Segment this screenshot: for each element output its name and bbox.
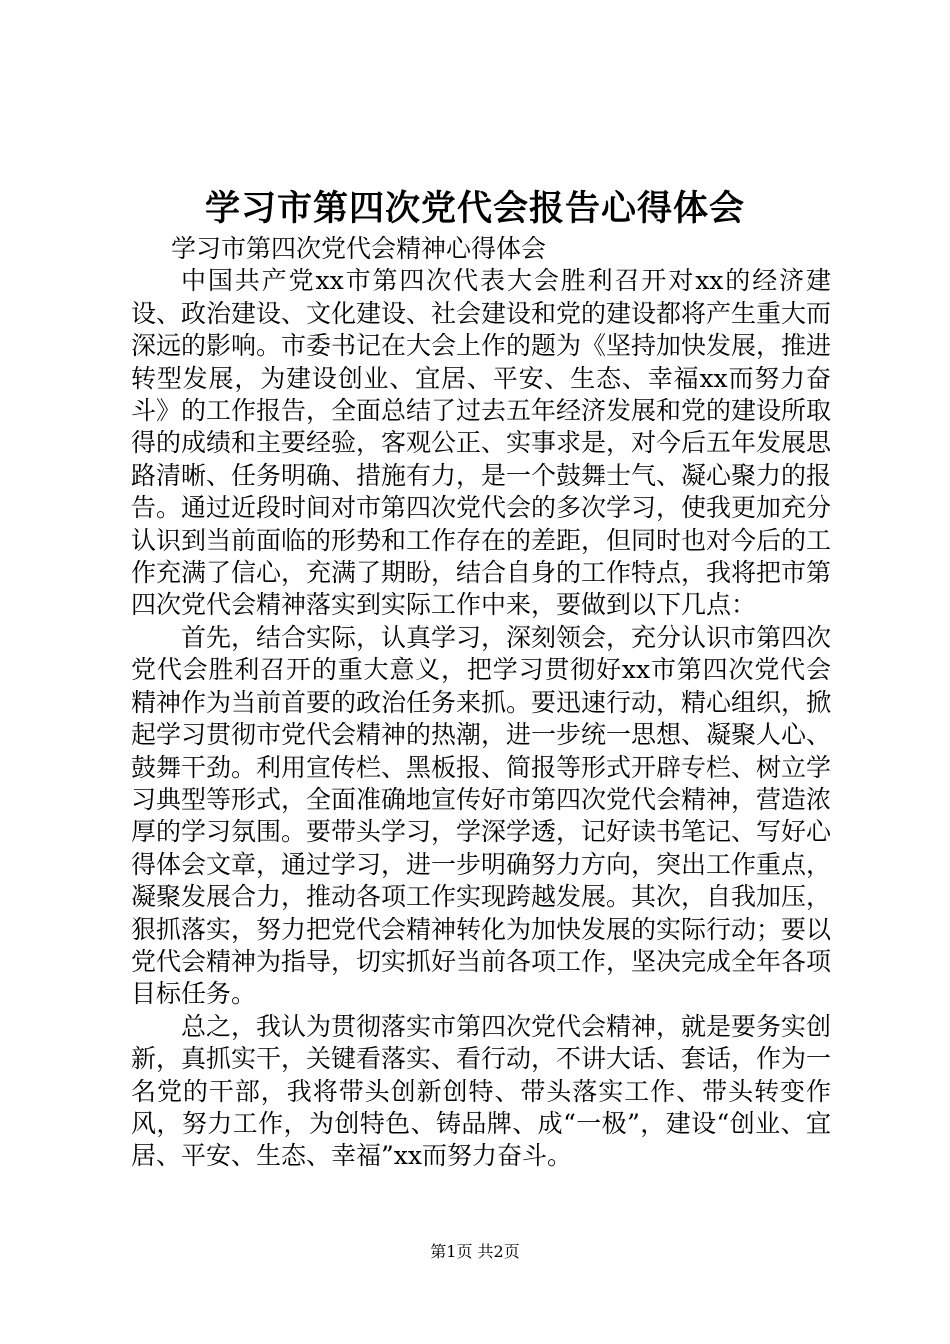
document-title: 学习市第四次党代会报告心得体会 — [204, 188, 745, 229]
paragraph-1: 中国共产党xx市第四次代表大会胜利召开对xx的经济建设、政治建设、文化建设、社会建设和党的建设都将产生重大而深远的影响。市委书记在大会上作的题为《坚持加快发展，推进转型发展，为建设创业、宜居、平安、生态、幸福xx而努力奋斗》的工作报告，全面总结了过去五年经济发展和党的建设所取得的成绩和主要经验，客观公正、实事求是，对今后五年发展思路清晰、任务明确、措施有力，是一个鼓舞士气、凝心聚力的报告。通过近段时间对市第四次党代会的多次学习，使我更加充分认识到当前面临的形势和工作存在的差距，但同时也对今后的工作充满了信心，充满了期盼，结合自身的工作特点，我将把市第四次党代会精神落实到实际工作中来，要做到以下几点： — [131, 266, 832, 620]
page-footer: 第1页 共2页 — [430, 1242, 520, 1261]
document-body — [131, 233, 831, 1173]
paragraph-3: 总之，我认为贯彻落实市第四次党代会精神，就是要务实创新，真抓实干，关键看落实、看行动，不讲大话、套话，作为一名党的干部，我将带头创新创特、带头落实工作、带头转变作风，努力工作，为创特色、铸品牌、成“一极”，建设“创业、宜居、平安、生态、幸福”xx而努力奋斗。 — [131, 1011, 832, 1171]
document-subtitle: 学习市第四次党代会精神心得体会 — [171, 234, 547, 263]
paragraph-2: 首先，结合实际，认真学习，深刻领会，充分认识市第四次党代会胜利召开的重大意义，把学习贯彻好xx市第四次党代会精神作为当前首要的政治任务来抓。要迅速行动，精心组织，掀起学习贯彻市党代会精神的热潮，进一步统一思想、凝聚人心、鼓舞干劲。利用宣传栏、黑板报、简报等形式开辟专栏、树立学习典型等形式，全面准确地宣传好市第四次党代会精神，营造浓厚的学习氛围。要带头学习，学深学透，记好读书笔记、写好心得体会文章，通过学习，进一步明确努力方向，突出工作重点，凝聚发展合力，推动各项工作实现跨越发展。其次，自我加压，狠抓落实，努力把党代会精神转化为加快发展的实际行动；要以党代会精神为指导，切实抓好当前各项工作，坚决完成全年各项目标任务。 — [131, 622, 832, 1009]
